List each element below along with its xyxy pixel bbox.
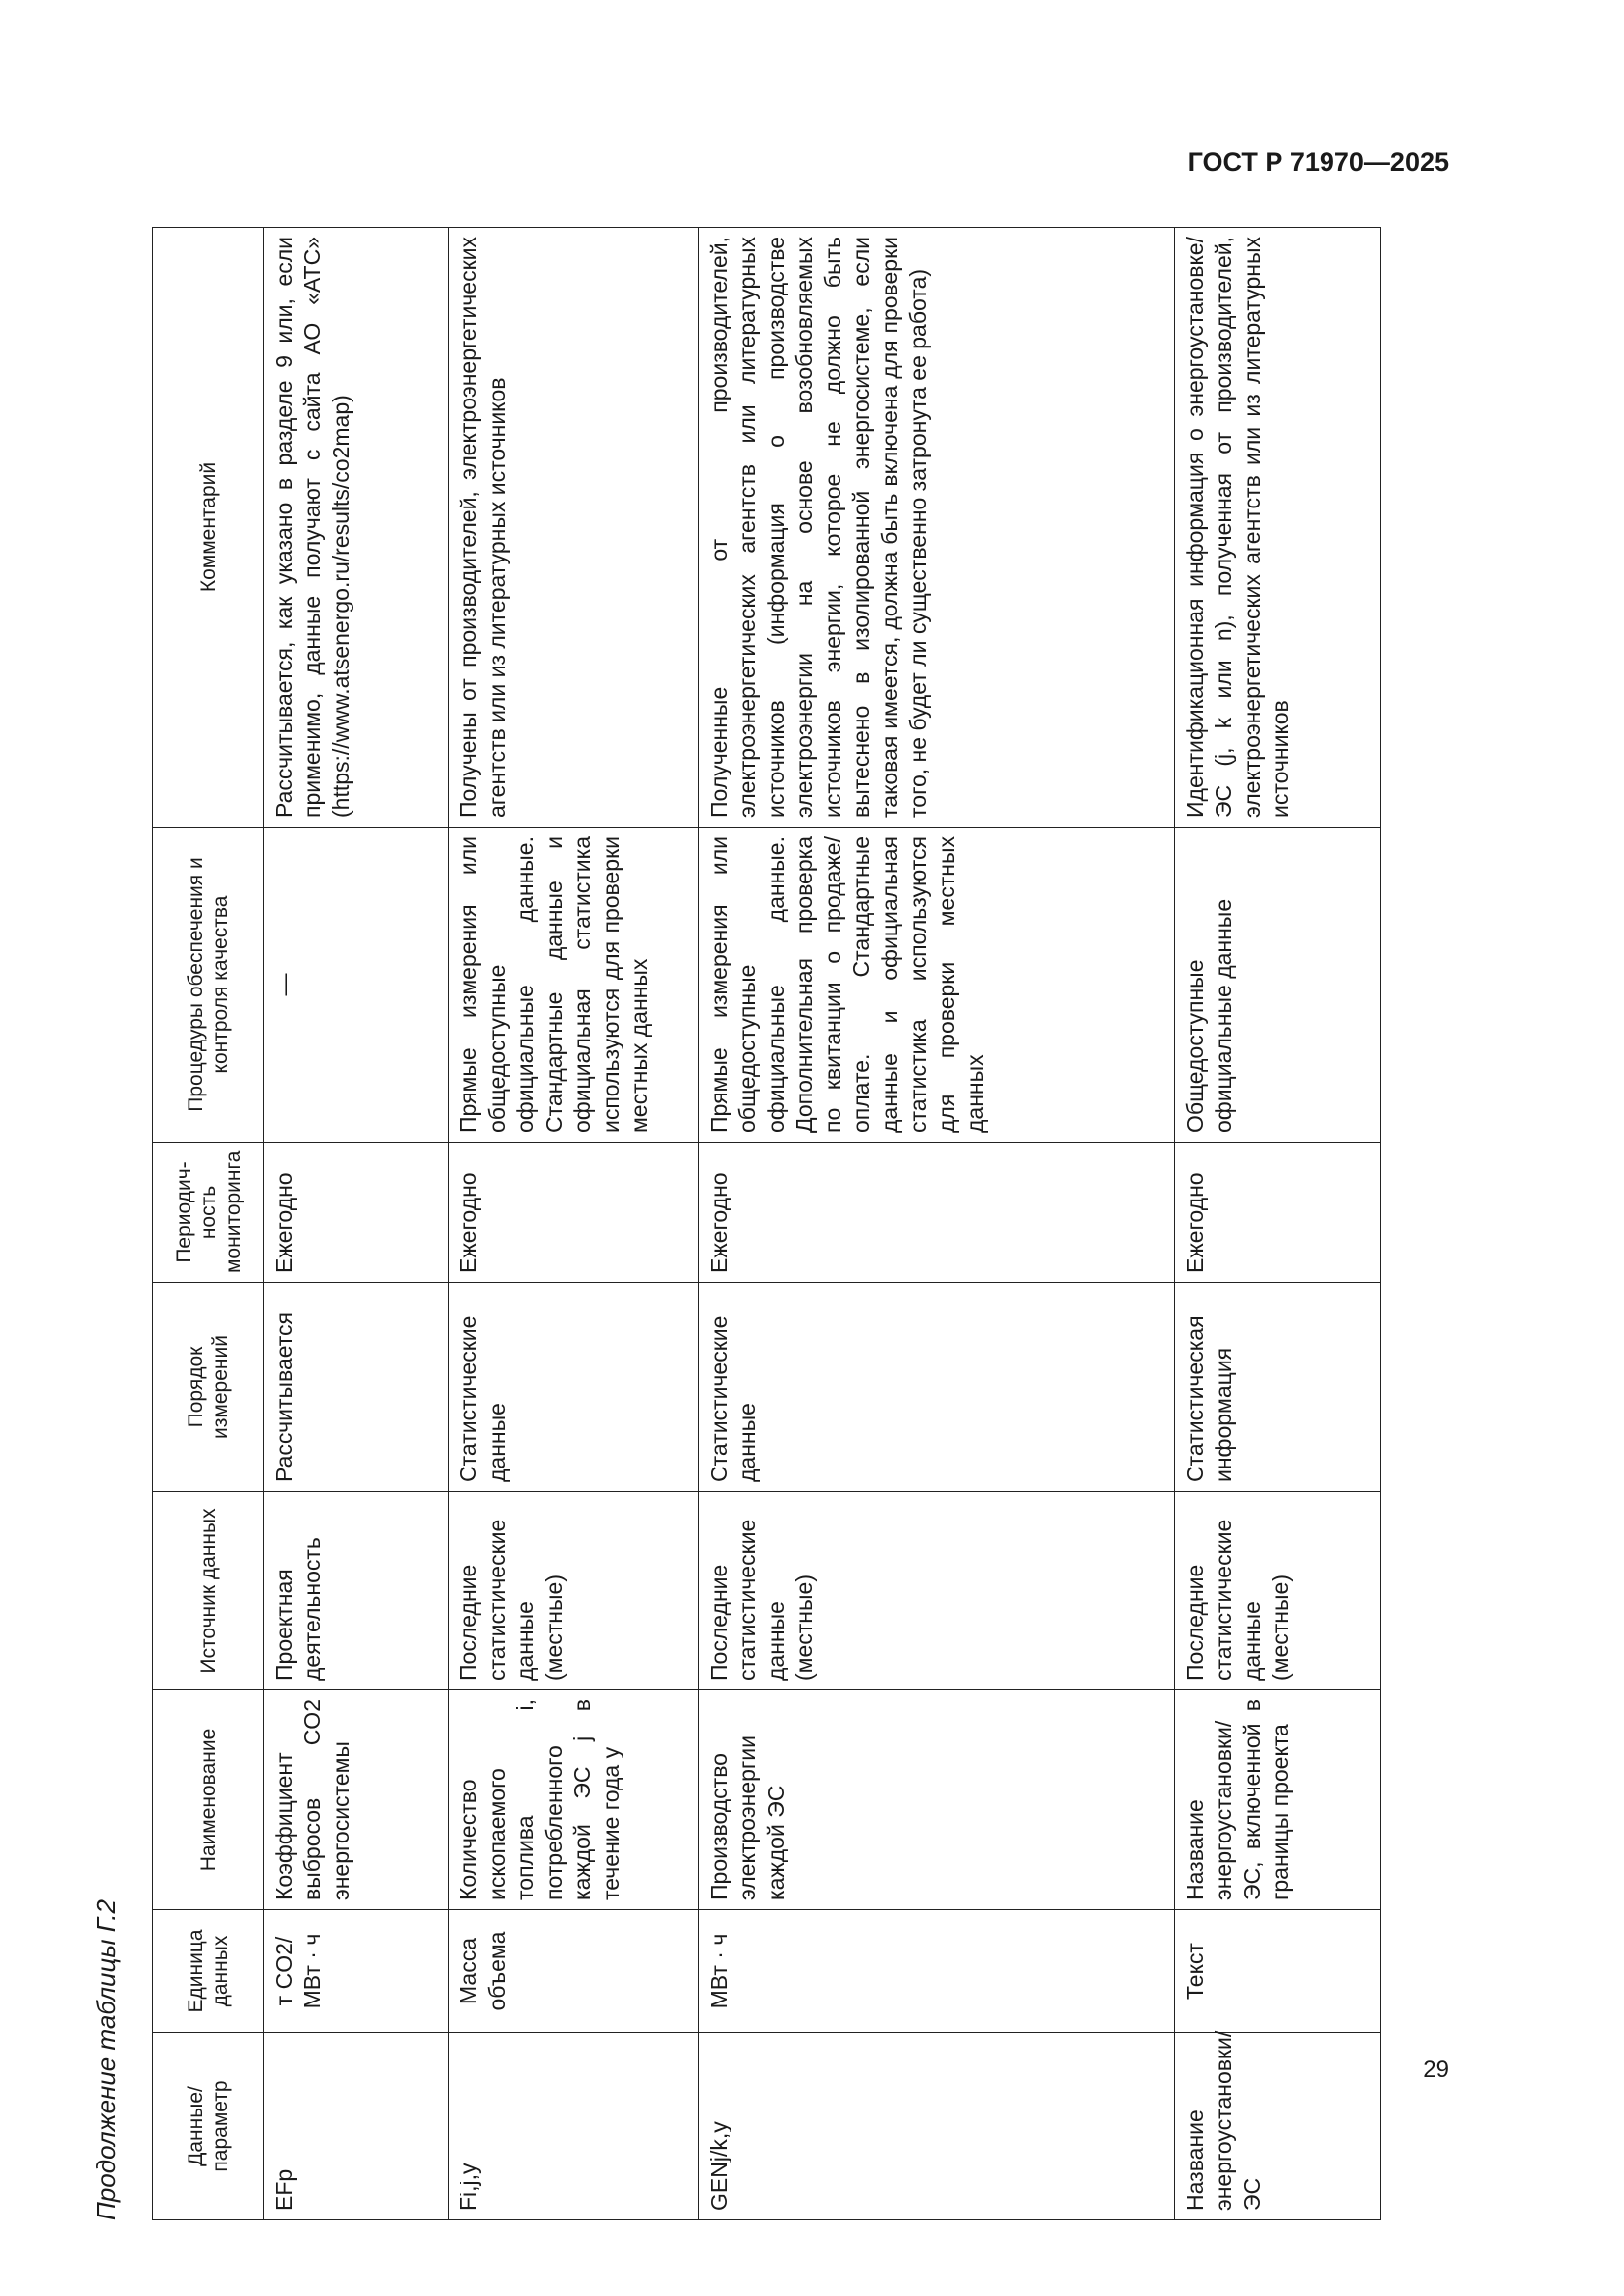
header-cell: Данные/параметр [153, 2033, 264, 2220]
name-cell: Количество ископаемого топлива i, потребленного каждой ЭС j в течение года y [449, 1690, 699, 1910]
qa-cell: Общедоступные официальные данные [1175, 828, 1381, 1143]
table-row [699, 228, 1175, 2220]
method-cell: Статистические данные [449, 1283, 699, 1492]
comment-cell: Полученные от производителей, электроэнергетических агентств или литературных источников (информация о производстве электроэнергии на основе возобновляемых источников энергии, которое не должно быть вытеснено в изолированной энергосистеме, если таковая имеется, должна быть включена для проверки того, не будет ли существенно затронута ее работа) [699, 228, 1175, 828]
document-header-id: ГОСТ Р 71970—2025 [1187, 147, 1449, 177]
header-cell: Наименование [153, 1690, 264, 1910]
table-row [264, 228, 449, 2220]
period-cell: Ежегодно [1175, 1143, 1381, 1283]
qa-cell: Прямые измерения или общедоступные официальные данные. Дополнительная проверка по квитанции о продаже/оплате. Стандартные данные и официальная статистика используются для проверки местных данных [699, 828, 1175, 1143]
name-cell: Коэффициент выбросов CO2 энергосистемы [264, 1690, 449, 1910]
data-table [152, 227, 1381, 2220]
page-number: 29 [1423, 2056, 1449, 2083]
method-cell: Статистическая информация [1175, 1283, 1381, 1492]
method-cell: Статистические данные [699, 1283, 1175, 1492]
header-cell: Единица данных [153, 1910, 264, 2033]
header-cell: Источник данных [153, 1492, 264, 1690]
header-cell: Порядок измерений [153, 1283, 264, 1492]
method-cell: Рассчитывается [264, 1283, 449, 1492]
comment-cell: Рассчитывается, как указано в разделе 9 или, если применимо, данные получают с сайта АО «АТС» (https://www.atsenergo.ru/results/co2map) [264, 228, 449, 828]
table-header-row [153, 228, 264, 2220]
table-row [449, 228, 699, 2220]
period-cell: Ежегодно [699, 1143, 1175, 1283]
table-caption: Продолжение таблицы Г.2 [91, 1899, 121, 2220]
period-cell: Ежегодно [449, 1143, 699, 1283]
name-cell: Производство электроэнергии каждой ЭС [699, 1690, 1175, 1910]
param-cell: Fi,j,y [449, 2033, 699, 2220]
rotated-table-block [91, 228, 1438, 2220]
source-cell: Проектная деятельность [264, 1492, 449, 1690]
header-cell: Периодич-ность мониторинга [153, 1143, 264, 1283]
table-row [1175, 228, 1381, 2220]
qa-cell: — [264, 828, 449, 1143]
source-cell: Последние статистические данные (местные) [1175, 1492, 1381, 1690]
comment-cell: Получены от производителей, электроэнергетических агентств или из литературных источников [449, 228, 699, 828]
unit-cell: Текст [1175, 1910, 1381, 2033]
unit-cell: т CO2/МВт · ч [264, 1910, 449, 2033]
header-cell: Комментарий [153, 228, 264, 828]
param-cell: Название энергоустановки/ЭС [1175, 2033, 1381, 2220]
period-cell: Ежегодно [264, 1143, 449, 1283]
unit-cell: МВт · ч [699, 1910, 1175, 2033]
param-cell: EFp [264, 2033, 449, 2220]
source-cell: Последние статистические данные (местные) [449, 1492, 699, 1690]
param-cell: GENj/k,y [699, 2033, 1175, 2220]
name-cell: Название энергоустановки/ЭС, включенной в границы проекта [1175, 1690, 1381, 1910]
source-cell: Последние статистические данные (местные) [699, 1492, 1175, 1690]
comment-cell: Идентификационная информация о энергоустановке/ЭС (j, k или n), полученная от производителей, электроэнергетических агентств или из литературных источников [1175, 228, 1381, 828]
header-cell: Процедуры обеспечения и контроля качества [153, 828, 264, 1143]
qa-cell: Прямые измерения или общедоступные официальные данные. Стандартные данные и официальная статистика используются для проверки местных данных [449, 828, 699, 1143]
unit-cell: Масса объема [449, 1910, 699, 2033]
